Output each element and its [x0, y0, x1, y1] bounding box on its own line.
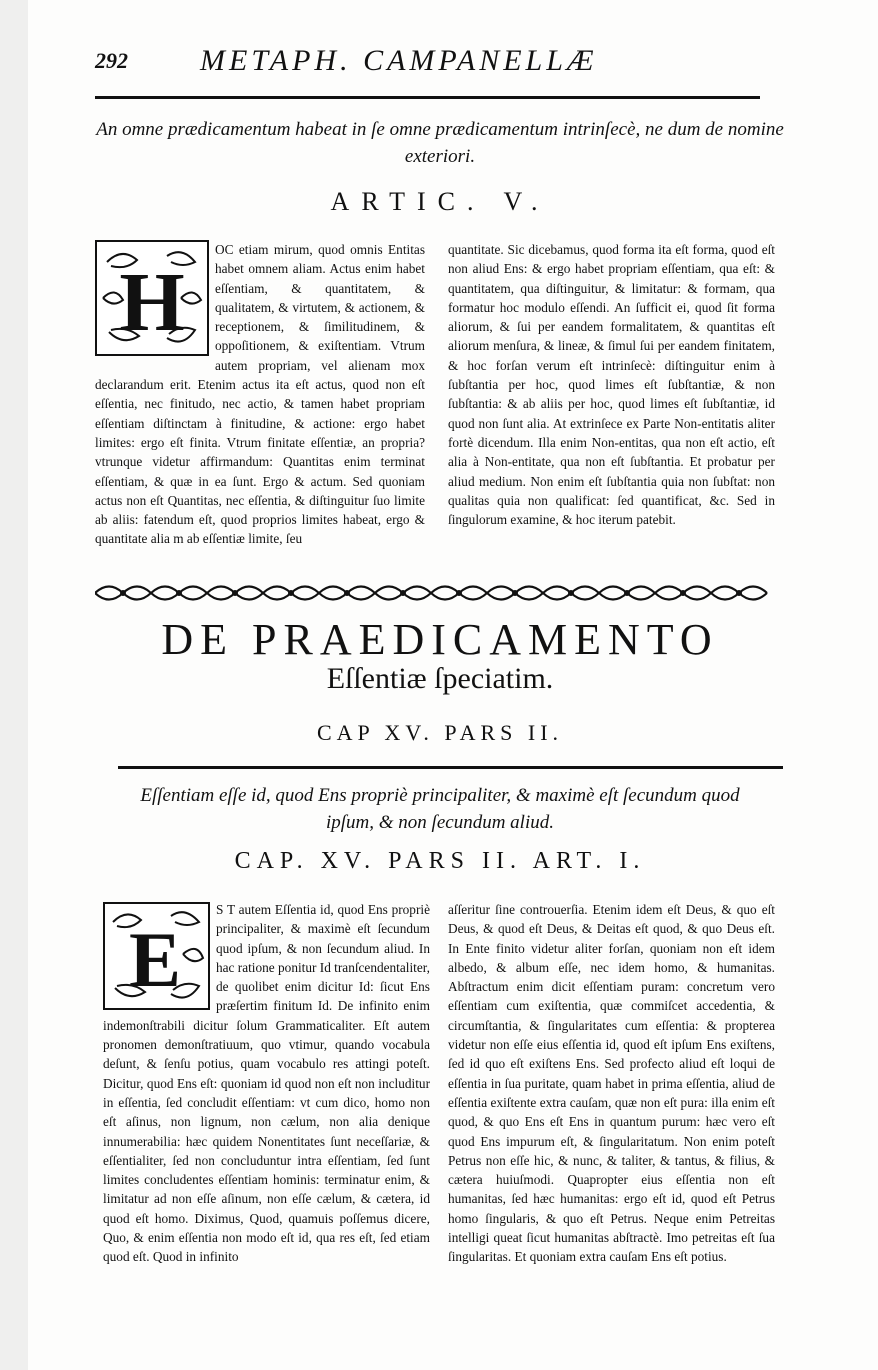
section-subtitle: Eſſentiæ ſpeciatim.: [326, 662, 554, 695]
page-header: [95, 44, 775, 84]
dropcap-e-letter: E: [128, 916, 182, 1003]
section-title: DE PRAEDICAMENTO: [161, 615, 719, 664]
article-v-left-text: OC etiam mirum, quod omnis Entitas habet omnem aliam. Actus enim habet eſſentiam, & quantitatem, & qualitatem, & virtutem, & actionem, & receptionem, & ſimilitudinem, & oppoſitionem, & exiſtentiam. Vtrum autem propriam, vel alienam mox declarandum erit. Etenim actus ita eſt actus, quod non eſt eſſentia, nec finitudo, nec actio, & tamen habet propriam eſſentiam diſtinctam à finitudine, & actione: ergo habet limites: ergo eſt finita. Vtrum finitate eſſentiæ, an propria? vtrunque videtur affirmandum: Quantitas enim terminat eſſentiam, & quæ in ea ſunt. Ergo & actum. Sed quoniam actus non eſt Quantitas, nec eſſentia, & diſtinguitur ſuo limite ab aliis: fatendum eſt, quod proprios limites habeat, ergo & quantitate alia m ab eſſentiæ limite, ſeu: [95, 242, 425, 547]
dropcap-h-letter: H: [119, 256, 185, 349]
section-thesis: Eſſentiam eſſe id, quod Ens propriè principaliter, & maximè eſt ſecundum quod ipſum, & non ſecundum aliud.: [140, 785, 740, 833]
article-v-right-column: [448, 240, 775, 529]
article-heading: ARTIC. V.: [330, 187, 550, 216]
header-rule: [95, 96, 760, 99]
article-i-right-text: aſſeritur ſine controuerſia. Etenim idem eſt Deus, & quo eſt Deus, & quod eſt Deus, & Deitas eſt quod, & quo Deus eſt. In Ente finito videtur aliter forſan, quoniam non eſt idem albedo, & album eſſe, nec idem homo, & humanitas. Abſtractum enim dicit eſſentiam puram: concretum vero eſſentiam cum exiſtentia, quæ commiſcet accedentia, & circumſtantia, & ſingularitates cum eſſentia: & propterea videtur non eſſe eius eſſentia id, quod eſt ipſum Ens exiſtens, ſed id quo eſt exiſtens Ens. Sed profecto aliud eſt loqui de eſſentia in ſua puritate, quam habet in prima eſſentia, aliud de eſſentia exiſtente extra cauſam, quæ non eſt pura: illa enim eſt quod, & quo Ens eſt Ens in quantum purum: hæc vero eſt quod Ens impurum eſt, & ſingularitatum. Non enim poteſt Petrus non eſſe hic, & nunc, & taliter, & tantus, & filius, & cætera huiuſmodi. Quapropter eius eſſentia non eſt humanitas, ſed hæc humanitas: ergo eſt id, quod eſt Petrus homo ſingularis, & quo eſt Petrus. Neque enim Petreitas intelligi queat ſicut humanitas abſtractè. Imo petreitas eſt ſua ſingularitas. Et quoniam extra cauſam Ens eſt potius.: [448, 902, 775, 1265]
chapter-heading: CAP XV. PARS II.: [316, 720, 564, 745]
page-number: 292: [95, 48, 128, 73]
article-v-right-text: quantitate. Sic dicebamus, quod forma ita eſt forma, quod eſt non aliud Ens: & ergo habet propriam eſſentiam, qua eſt: & quantitatem, qua diſtinguitur, & limitatur: & formam, qua formatur hoc modulo eſſendi. An ſufficit ei, quod ſit forma aliorum, & ſui per eandem formalitatem, & quantitas eſt aliorum menſura, & lineæ, & ſimul ſui per eandem finitatem, & hoc forſan verum eſt intrinſecè: diſtinguitur enim à ſubſtantia per hoc, quod limes eſt ſubſtantiæ, & non ſubſtantia: & ab aliis per hoc, quod limes eſt ſubſtantiæ, id quod non ſunt alia. At extrinſece ex Parte Non-entitatis aliter fortè dicendum. Illa enim Non-entitas, qua non eſt actio, eſt alia à Non-entitate, qua non eſt ſubſtantia. Et probatur per aliud medium. Non enim eſt ſubſtantia quia non ſubſtat: non qualitas quia non qualificat: ſed quantificat, &c. Sed in ſingulorum examine, & hoc iterum patebit.: [448, 242, 775, 528]
article-question: An omne prædicamentum habeat in ſe omne prædicamentum intrinſecè, ne dum de nomine exteriori.: [96, 119, 784, 167]
article-i-left-text: S T autem Eſſentia id, quod Ens propriè principaliter, & maximè eſt ſecundum quod ipſum, & non ſecundum aliud. In hac ratione ponitur Id tranſcendentaliter, de quolibet enim dicitur Id: ſicut Ens præſertim finitum Id. De infinito enim indemonſtrabili dicitur ſolum Grammaticaliter. Eſt autem pronomen demonſtratiuum, quo vtimur, quando vocabula deſunt, & ſenſu potius, quam vocabulo res attingi poteſt. Dicitur, quod Ens eſt: quoniam id quod non eſt non includitur in eſſentia, ſed concludit eſſentiam: vt cum dico, homo non eſt aſinus, non lignum, non cælum, non alia denique innumerabilia: hæc quidem Nonentitates ſunt neceſſariæ, & eſſentialiter, ſed non concluduntur intra eſſentiam, ſed ſunt limites concludentes eſſentiam hominis: terminatur enim, & limitatur ad non eſſe aſinum, non eſſe cælum, & cætera, id quod eſt homo. Diximus, Quod, quamuis poſſemus dicere, Quo, & enim eſſentia non modo eſt id, qua res eſt, ſed etiam quod eſt. Quod in infinito: [103, 902, 430, 1265]
article-i-heading: CAP. XV. PARS II. ART. I.: [234, 848, 646, 874]
article-i-right-column: [448, 900, 775, 1267]
article-i-left-column: [103, 900, 430, 1267]
running-title: METAPH. CAMPANELLÆ: [200, 44, 598, 77]
ornamental-band: [95, 578, 775, 608]
chapter-rule: [118, 766, 783, 769]
article-v-left-column: [95, 240, 425, 549]
scan-margin-shadow: [0, 0, 28, 1370]
